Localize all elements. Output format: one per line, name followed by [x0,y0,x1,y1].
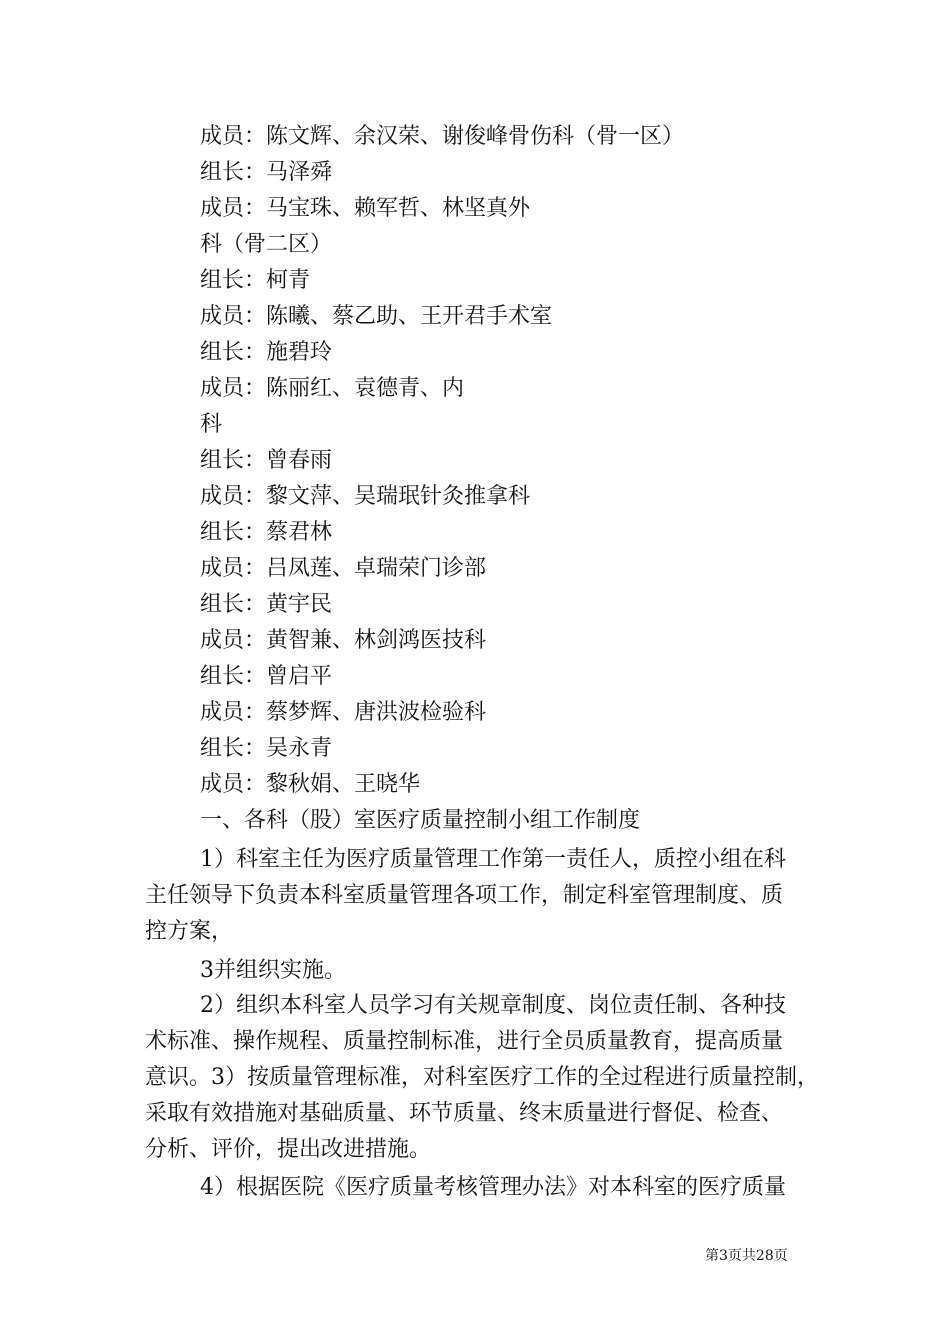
leader-line: 组长：曾启平 [200,664,333,689]
leader-line: 组长：吴永青 [200,736,333,761]
paragraph-line: 意识。3）按质量管理标准，对科室医疗工作的全过程进行质量控制， [145,1065,819,1090]
member-line: 成员：陈丽红、袁德青、内 [200,376,465,401]
paragraph-1 [145,842,815,950]
paragraph-line: 2）组织本科室人员学习有关规章制度、岗位责任制、各种技 [200,993,786,1018]
paragraph-2 [145,988,819,1168]
paragraph-line: 主任领导下负责本科室质量管理各项工作，制定科室管理制度、质 [145,883,784,908]
page-number-footer: 第3页共28页 [705,1248,788,1264]
member-line: 成员：马宝珠、赖军哲、林坚真外 [200,196,531,221]
leader-line: 组长：蔡君林 [200,520,333,545]
paragraph-3 [145,1170,815,1206]
section-heading: 一、各科（股）室医疗质量控制小组工作制度 [200,808,641,833]
member-line: 成员：黄智兼、林剑鸿医技科 [200,628,487,653]
paragraph-line: 控方案， [145,919,234,944]
leader-line: 组长：马泽舜 [200,160,333,185]
paragraph-line: 分析、评价，提出改进措施。 [145,1137,432,1162]
paragraph-line: 采取有效措施对基础质量、环节质量、终末质量进行督促、检查、 [145,1101,784,1126]
department-line: 科 [200,412,223,437]
leader-line: 组长：黄宇民 [200,592,333,617]
member-line: 成员：黎秋娟、王晓华 [200,772,421,797]
member-line: 成员：吕凤莲、卓瑞荣门诊部 [200,556,487,581]
paragraph-line: 1）科室主任为医疗质量管理工作第一责任人，质控小组在科 [200,847,786,872]
member-line: 成员：陈曦、蔡乙助、王开君手术室 [200,304,553,329]
member-line: 成员：蔡梦辉、唐洪波检验科 [200,700,487,725]
paragraph-continuation: 3并组织实施。 [200,958,346,983]
member-line: 成员：黎文萍、吴瑞珉针灸推拿科 [200,484,531,509]
member-line: 成员：陈文辉、余汉荣、谢俊峰骨伤科（骨一区） [200,124,685,149]
leader-line: 组长：曾春雨 [200,448,333,473]
paragraph-line: 4）根据医院《医疗质量考核管理办法》对本科室的医疗质量 [200,1175,786,1200]
paragraph-line: 术标准、操作规程、质量控制标准，进行全员质量教育，提高质量 [145,1029,784,1054]
leader-line: 组长：柯青 [200,268,311,293]
leader-line: 组长：施碧玲 [200,340,333,365]
department-line: 科（骨二区） [200,232,333,257]
